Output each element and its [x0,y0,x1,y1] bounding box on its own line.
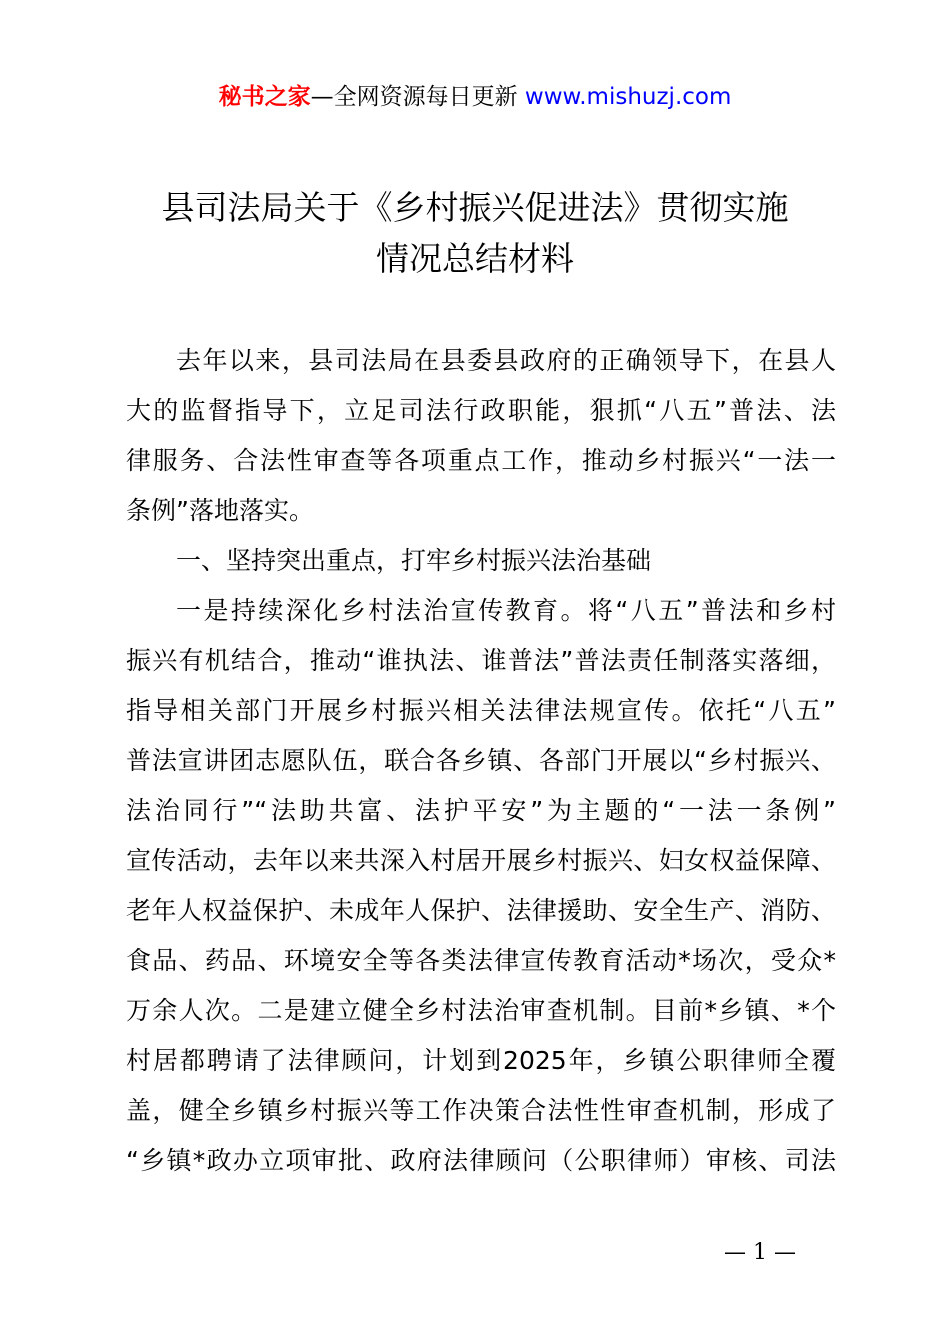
body-line: 指导相关部门开展乡村振兴相关法律法规宣传。依托“八五” [126,696,836,725]
site-header [0,80,950,114]
body-line: 条例”落地落实。 [126,496,314,525]
site-tagline: —全网资源每日更新 [310,84,525,110]
body-line: 食品、药品、环境安全等各类法律宣传教育活动*场次，受众* [126,946,836,975]
site-url[interactable]: www.mishuzj.com [524,84,732,110]
document-title [0,182,950,284]
document-body [126,336,836,1186]
body-line: 振兴有机结合，推动“谁执法、谁普法”普法责任制落实落细， [126,646,836,675]
site-brand: 秘书之家 [218,84,311,110]
body-line: 大的监督指导下，立足司法行政职能，狠抓“八五”普法、法 [126,396,836,425]
body-line: 万余人次。二是建立健全乡村法治审查机制。目前*乡镇、*个 [126,996,836,1025]
section-heading: 一、坚持突出重点，打牢乡村振兴法治基础 [176,546,652,575]
body-line: 一是持续深化乡村法治宣传教育。将“八五”普法和乡村 [176,596,836,625]
title-line-1: 县司法局关于《乡村振兴促进法》贯彻实施 [161,188,789,227]
body-line: 村居都聘请了法律顾问，计划到2025年，乡镇公职律师全覆 [126,1046,836,1075]
body-line: 老年人权益保护、未成年人保护、法律援助、安全生产、消防、 [126,896,836,925]
body-line: 普法宣讲团志愿队伍，联合各乡镇、各部门开展以“乡村振兴、 [126,746,836,775]
body-line: 法治同行”“法助共富、法护平安”为主题的“一法一条例” [126,796,836,825]
body-line: 宣传活动，去年以来共深入村居开展乡村振兴、妇女权益保障、 [126,846,836,875]
body-line: 律服务、合法性审查等各项重点工作，推动乡村振兴“一法一 [126,446,836,475]
page-number: — 1 — [724,1240,796,1265]
body-line: 去年以来，县司法局在县委县政府的正确领导下，在县人 [176,346,836,375]
body-line: 盖，健全乡镇乡村振兴等工作决策合法性性审查机制，形成了 [126,1096,836,1125]
body-line: “乡镇*政办立项审批、政府法律顾问（公职律师）审核、司法 [126,1146,836,1175]
title-line-2: 情况总结材料 [376,239,574,278]
